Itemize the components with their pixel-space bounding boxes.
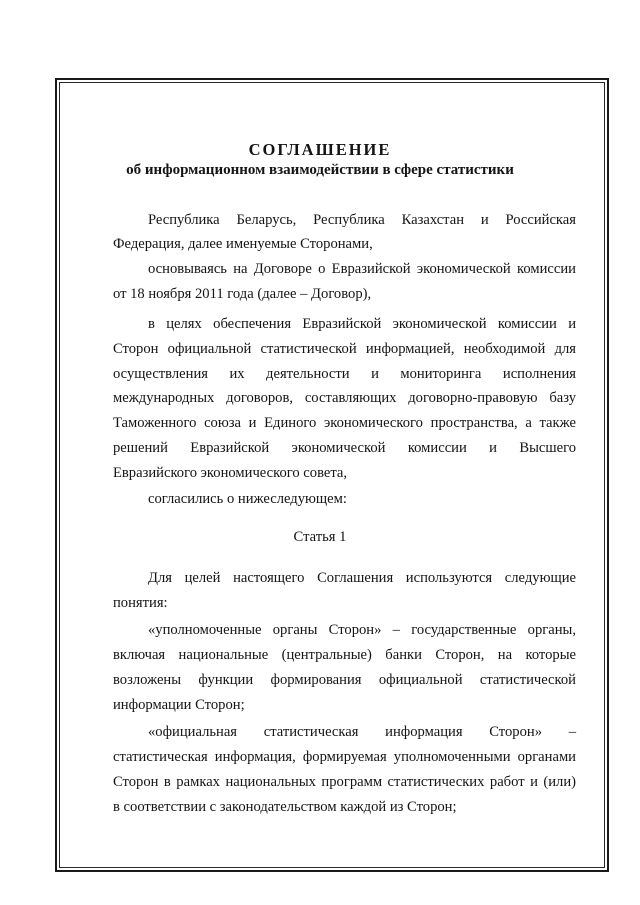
- paragraph-line: «уполномоченные органы Сторон» – государственные органы,: [148, 622, 576, 638]
- paragraph-line: возложены функции формирования официальной статистической: [113, 672, 576, 688]
- paragraph-line: согласились о нижеследующем:: [148, 491, 347, 507]
- paragraph-line: включая национальные (центральные) банки Сторон, на которые: [113, 647, 576, 663]
- paragraph-line: понятия:: [113, 595, 168, 611]
- paragraph-line: в целях обеспечения Евразийской экономической комиссии и: [148, 316, 576, 332]
- paragraph-line: от 18 ноября 2011 года (далее – Договор),: [113, 286, 372, 302]
- paragraph-line: решений Евразийской экономической комиссии и Высшего: [113, 440, 576, 456]
- paragraph-line: осуществления их деятельности и мониторинга исполнения: [113, 366, 576, 382]
- paragraph-line: «официальная статистическая информация Сторон» –: [148, 724, 576, 740]
- paragraph-line: основываясь на Договоре о Евразийской экономической комиссии: [148, 261, 576, 277]
- document-title: СОГЛАШЕНИЕ: [248, 140, 392, 159]
- paragraph-line: Евразийского экономического совета,: [113, 465, 348, 481]
- paragraph-line: Федерация, далее именуемые Сторонами,: [113, 236, 373, 252]
- paragraph-line: в соответствии с законодательством каждой из Сторон;: [113, 799, 457, 815]
- document-subtitle: об информационном взаимодействии в сфере статистики: [126, 162, 514, 178]
- article-heading: Статья 1: [293, 529, 347, 545]
- paragraph-line: Республика Беларусь, Республика Казахстан и Российская: [148, 212, 576, 228]
- paragraph-line: Сторон официальной статистической информацией, необходимой для: [113, 341, 576, 357]
- paragraph-line: Для целей настоящего Соглашения используются следующие: [148, 570, 576, 586]
- paragraph-line: международных договоров, составляющих договорно-правовую базу: [113, 390, 576, 406]
- paragraph-line: Таможенного союза и Единого экономического пространства, а также: [113, 415, 576, 431]
- paragraph-line: статистическая информация, формируемая уполномоченными органами: [113, 749, 576, 765]
- paragraph-line: информации Сторон;: [113, 697, 245, 713]
- paragraph-line: Сторон в рамках национальных программ статистических работ и (или): [113, 774, 576, 790]
